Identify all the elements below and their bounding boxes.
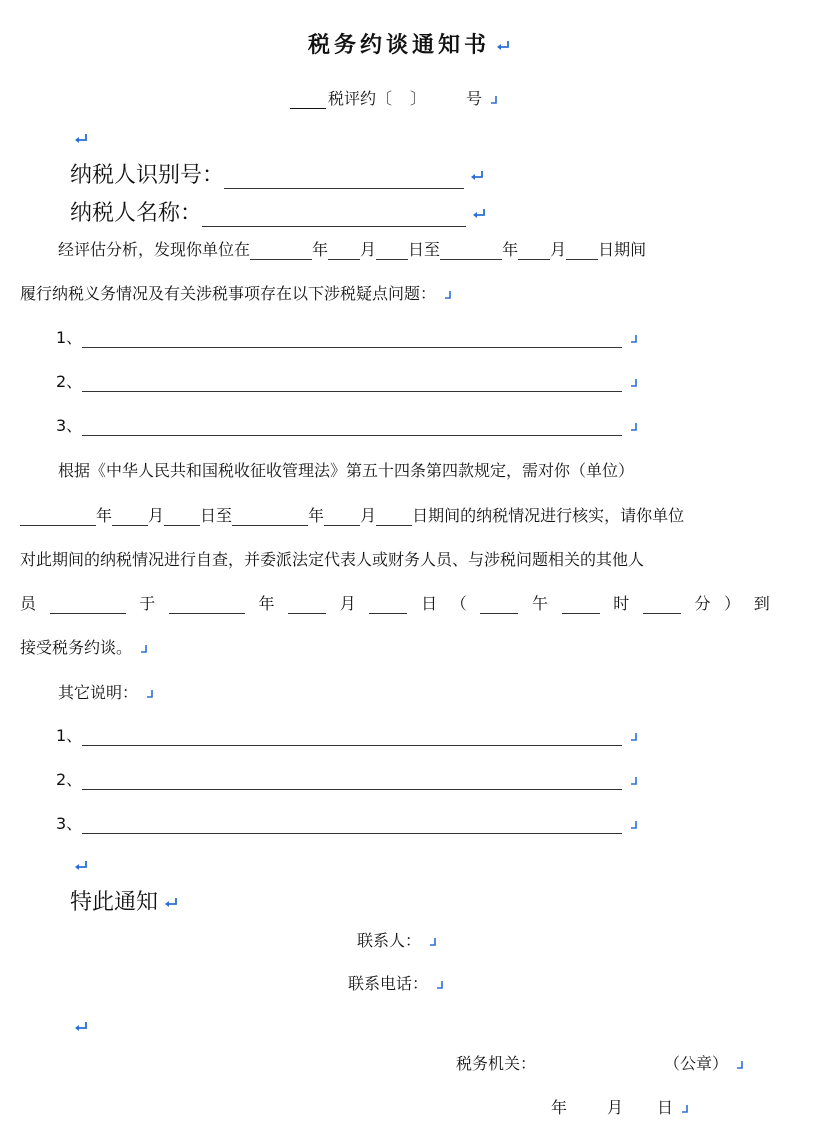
other-field[interactable] bbox=[82, 775, 622, 790]
word-text: 分 bbox=[694, 594, 711, 613]
line-break-icon bbox=[490, 95, 498, 105]
line-break-icon bbox=[736, 1060, 744, 1070]
line-break-icon bbox=[444, 290, 452, 300]
blank-field[interactable] bbox=[232, 509, 308, 526]
line-break-icon bbox=[681, 1104, 689, 1114]
para1-line1 bbox=[58, 237, 646, 260]
year-field[interactable] bbox=[169, 599, 245, 614]
issue-field[interactable] bbox=[82, 377, 622, 392]
other-number: 1、 bbox=[56, 726, 83, 745]
other-label-text: 其它说明： bbox=[58, 683, 139, 702]
year-text: 年 bbox=[502, 240, 519, 259]
minute-field[interactable] bbox=[643, 599, 681, 614]
date-day: 日 bbox=[657, 1098, 674, 1117]
doc-number-suffix: 号 bbox=[466, 89, 483, 108]
issue-item-3 bbox=[56, 413, 638, 436]
blank-field[interactable] bbox=[376, 509, 412, 526]
word-text: 日 bbox=[421, 594, 438, 613]
date-year: 年 bbox=[551, 1098, 568, 1117]
other-item-2 bbox=[56, 767, 638, 790]
month-field[interactable] bbox=[288, 599, 326, 614]
blank-field[interactable] bbox=[376, 243, 408, 260]
other-item-1 bbox=[56, 723, 638, 746]
line-break-icon bbox=[140, 644, 148, 654]
line-break-icon bbox=[630, 422, 638, 432]
word-text: 于 bbox=[139, 594, 156, 613]
contact-phone-label: 联系电话： bbox=[348, 974, 429, 993]
other-item-3 bbox=[56, 811, 638, 834]
para2-line5 bbox=[20, 635, 148, 658]
line-break-icon bbox=[146, 689, 154, 699]
person-field[interactable] bbox=[50, 599, 126, 614]
issue-number: 3、 bbox=[56, 416, 83, 435]
word-text: 月 bbox=[339, 594, 356, 613]
word-text: 年 bbox=[258, 594, 275, 613]
issue-item-2 bbox=[56, 369, 638, 392]
word-text: 午 bbox=[531, 594, 548, 613]
date-row bbox=[551, 1095, 689, 1118]
blank-field[interactable] bbox=[324, 509, 360, 526]
day-field[interactable] bbox=[369, 599, 407, 614]
blank-field[interactable] bbox=[20, 509, 96, 526]
paragraph-mark-icon bbox=[164, 897, 178, 909]
issue-field[interactable] bbox=[82, 333, 622, 348]
seal-label: （公章） bbox=[664, 1054, 729, 1073]
blank-field[interactable] bbox=[328, 243, 360, 260]
line-break-icon bbox=[630, 732, 638, 742]
doc-number-prefix: 税评约〔 bbox=[328, 89, 393, 108]
date-month: 月 bbox=[607, 1098, 624, 1117]
title-text: 税务约谈通知书 bbox=[307, 33, 490, 58]
contact-person-label: 联系人： bbox=[357, 931, 422, 950]
blank-field[interactable] bbox=[518, 243, 550, 260]
blank-field[interactable] bbox=[566, 243, 598, 260]
paragraph-mark-icon bbox=[74, 860, 88, 872]
taxpayer-name-row bbox=[70, 196, 486, 227]
month-text: 月 bbox=[550, 240, 567, 259]
para1-line2-text: 履行纳税义务情况及有关涉税事项存在以下涉税疑点问题： bbox=[20, 284, 437, 303]
day-to-text: 日至 bbox=[200, 506, 233, 525]
hour-field[interactable] bbox=[562, 599, 600, 614]
year-text: 年 bbox=[308, 506, 325, 525]
month-text: 月 bbox=[360, 240, 377, 259]
word-text: 员 bbox=[20, 594, 37, 613]
month-text: 月 bbox=[360, 506, 377, 525]
para1-line2 bbox=[20, 281, 452, 304]
notice-text: 特此通知 bbox=[70, 890, 159, 915]
taxpayer-id-field[interactable] bbox=[224, 164, 464, 189]
issue-number: 2、 bbox=[56, 372, 83, 391]
paragraph-mark-icon bbox=[74, 1021, 88, 1033]
year-text: 年 bbox=[96, 506, 113, 525]
empty-paragraph bbox=[74, 128, 88, 147]
document-title bbox=[0, 28, 818, 59]
word-text: （ bbox=[450, 594, 467, 613]
taxpayer-id-label: 纳税人识别号： bbox=[70, 163, 225, 188]
issue-item-1 bbox=[56, 325, 638, 348]
other-number: 3、 bbox=[56, 814, 83, 833]
tax-office-label: 税务机关： bbox=[456, 1054, 537, 1073]
contact-person-row bbox=[357, 928, 437, 951]
empty-paragraph bbox=[74, 855, 88, 874]
line-break-icon bbox=[630, 378, 638, 388]
para2-line1-text: 根据《中华人民共和国税收征收管理法》第五十四条第四款规定，需对你（单位） bbox=[58, 461, 635, 480]
issue-number: 1、 bbox=[56, 328, 83, 347]
para2-line1 bbox=[58, 458, 634, 481]
blank-field[interactable] bbox=[440, 243, 502, 260]
issue-field[interactable] bbox=[82, 421, 622, 436]
paragraph-mark-icon bbox=[470, 170, 484, 182]
month-text: 月 bbox=[148, 506, 165, 525]
taxpayer-id-row bbox=[70, 158, 484, 189]
word-text: ） bbox=[724, 594, 741, 613]
para2-line4 bbox=[20, 591, 770, 614]
para2-line2 bbox=[20, 503, 684, 526]
document-number bbox=[290, 86, 498, 109]
word-text: 到 bbox=[753, 594, 770, 613]
empty-paragraph bbox=[74, 1016, 88, 1035]
para2-line3-text: 对此期间的纳税情况进行自查，并委派法定代表人或财务人员、与涉税问题相关的其他人 bbox=[20, 550, 645, 569]
line-break-icon bbox=[630, 820, 638, 830]
contact-phone-row bbox=[348, 971, 444, 994]
day-to-text: 日至 bbox=[408, 240, 441, 259]
blank-field[interactable] bbox=[164, 509, 200, 526]
line-break-icon bbox=[630, 334, 638, 344]
other-notes-label bbox=[58, 680, 154, 703]
paragraph-mark-icon bbox=[74, 133, 88, 145]
paragraph-mark-icon bbox=[496, 40, 510, 52]
para2-line3 bbox=[20, 547, 644, 570]
am-pm-field[interactable] bbox=[480, 599, 518, 614]
blank-field[interactable] bbox=[250, 243, 312, 260]
para1-lead: 经评估分析，发现你单位在 bbox=[58, 240, 251, 259]
tax-office-row bbox=[456, 1051, 744, 1074]
other-number: 2、 bbox=[56, 770, 83, 789]
year-text: 年 bbox=[312, 240, 329, 259]
para2-line5-text: 接受税务约谈。 bbox=[20, 638, 133, 657]
line-break-icon bbox=[429, 937, 437, 947]
word-text: 时 bbox=[613, 594, 630, 613]
blank-field[interactable] bbox=[112, 509, 148, 526]
other-field[interactable] bbox=[82, 731, 622, 746]
taxpayer-name-label: 纳税人名称： bbox=[70, 201, 203, 226]
line-break-icon bbox=[630, 776, 638, 786]
doc-number-blank bbox=[290, 92, 326, 109]
line-break-icon bbox=[436, 980, 444, 990]
taxpayer-name-field[interactable] bbox=[202, 202, 466, 227]
doc-number-bracket: 〕 bbox=[410, 89, 427, 108]
other-field[interactable] bbox=[82, 819, 622, 834]
notice-line bbox=[70, 885, 178, 916]
para2-line2-rest: 日期间的纳税情况进行核实，请你单位 bbox=[412, 506, 685, 525]
day-period-text: 日期间 bbox=[598, 240, 647, 259]
paragraph-mark-icon bbox=[472, 208, 486, 220]
